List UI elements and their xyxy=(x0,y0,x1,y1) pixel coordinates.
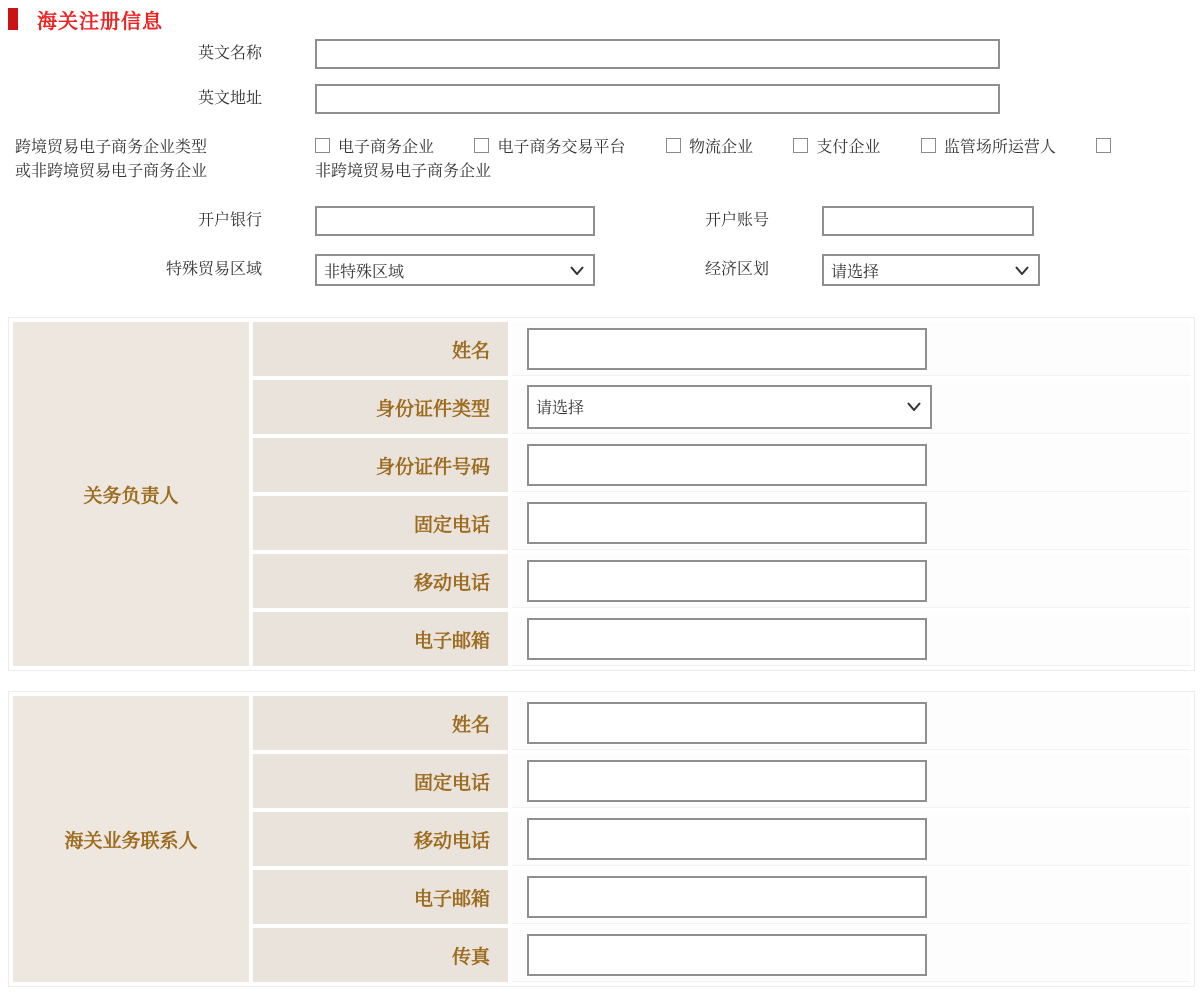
name-input[interactable] xyxy=(527,702,927,744)
id-type-value: 请选择 xyxy=(536,400,585,417)
id-number-input[interactable] xyxy=(527,444,927,486)
ecommerce-type-options xyxy=(315,136,1125,184)
group-label: 海关业务联系人 xyxy=(13,696,249,982)
bank-input[interactable] xyxy=(315,206,595,236)
row-label: 身份证件类型 xyxy=(253,380,508,434)
table-row xyxy=(13,322,1190,376)
account-label: 开户账号 xyxy=(705,212,770,229)
account-input[interactable] xyxy=(822,206,1034,236)
section-header xyxy=(8,6,1203,32)
row-trade-zone xyxy=(0,254,1203,286)
english-name-input[interactable] xyxy=(315,39,1000,69)
table-row xyxy=(13,696,1190,750)
row-label: 电子邮箱 xyxy=(253,612,508,666)
chevron-down-icon xyxy=(570,266,584,275)
row-label: 身份证件号码 xyxy=(253,438,508,492)
checkbox-icon[interactable] xyxy=(315,138,330,153)
english-address-label: 英文地址 xyxy=(197,90,262,107)
row-bank-account xyxy=(0,206,1203,236)
email-input[interactable] xyxy=(527,618,927,660)
chevron-down-icon xyxy=(907,402,921,411)
checkbox-item[interactable] xyxy=(474,139,625,156)
id-type-select[interactable] xyxy=(527,385,932,429)
checkbox-icon[interactable] xyxy=(474,138,489,153)
email-input[interactable] xyxy=(527,876,927,918)
customs-officer-table xyxy=(8,317,1195,671)
checkbox-icon[interactable] xyxy=(1096,138,1111,153)
economic-zone-select[interactable] xyxy=(822,254,1040,286)
row-ecommerce-type xyxy=(0,136,1203,184)
row-english-name xyxy=(0,39,1203,69)
checkbox-item[interactable] xyxy=(793,139,880,156)
fixed-phone-input[interactable] xyxy=(527,502,927,544)
row-label: 固定电话 xyxy=(253,496,508,550)
mobile-phone-input[interactable] xyxy=(527,818,927,860)
checkbox-label: 电子商务企业 xyxy=(338,139,435,156)
bank-label: 开户银行 xyxy=(197,212,262,229)
section-title: 海关注册信息 xyxy=(37,10,163,33)
checkbox-item[interactable] xyxy=(921,139,1056,156)
english-name-label: 英文名称 xyxy=(197,45,262,62)
fax-input[interactable] xyxy=(527,934,927,976)
section-marker-icon xyxy=(8,8,18,30)
fixed-phone-input[interactable] xyxy=(527,760,927,802)
row-label: 固定电话 xyxy=(253,754,508,808)
row-label: 电子邮箱 xyxy=(253,870,508,924)
checkbox-label: 支付企业 xyxy=(816,139,881,156)
checkbox-icon[interactable] xyxy=(921,138,936,153)
english-address-input[interactable] xyxy=(315,84,1000,114)
economic-zone-value: 请选择 xyxy=(831,263,880,281)
economic-zone-label: 经济区划 xyxy=(705,261,770,278)
group-label: 关务负责人 xyxy=(13,322,249,666)
special-zone-value: 非特殊区域 xyxy=(324,263,405,281)
checkbox-item[interactable] xyxy=(315,139,434,156)
checkbox-icon[interactable] xyxy=(793,138,808,153)
checkbox-label: 电子商务交易平台 xyxy=(497,139,626,156)
checkbox-icon[interactable] xyxy=(666,138,681,153)
name-input[interactable] xyxy=(527,328,927,370)
customs-contact-table xyxy=(8,691,1195,987)
special-zone-label: 特殊贸易区域 xyxy=(165,261,262,278)
ecommerce-type-label: 跨境贸易电子商务企业类型或非跨境贸易电子商务企业 xyxy=(15,139,208,180)
row-english-address xyxy=(0,84,1203,114)
row-label: 传真 xyxy=(253,928,508,982)
checkbox-item[interactable] xyxy=(666,139,753,156)
chevron-down-icon xyxy=(1015,266,1029,275)
checkbox-label: 监管场所运营人 xyxy=(943,139,1056,156)
checkbox-label: 物流企业 xyxy=(688,139,753,156)
row-label: 移动电话 xyxy=(253,812,508,866)
row-label: 姓名 xyxy=(253,696,508,750)
row-label: 移动电话 xyxy=(253,554,508,608)
checkbox-label: 非跨境贸易电子商务企业 xyxy=(315,163,492,180)
row-label: 姓名 xyxy=(253,322,508,376)
special-zone-select[interactable] xyxy=(315,254,595,286)
mobile-phone-input[interactable] xyxy=(527,560,927,602)
